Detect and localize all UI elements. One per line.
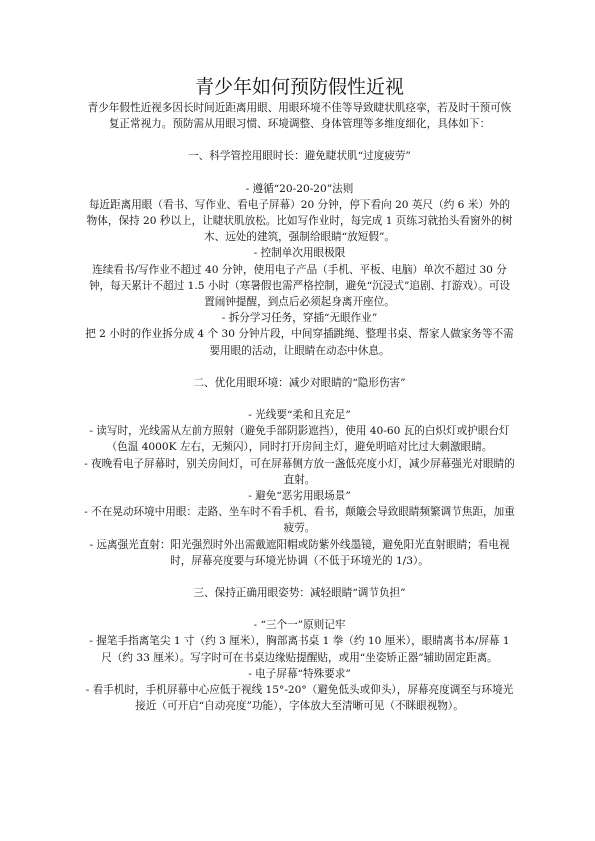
subheading-lighting: - 光线要“柔和且充足”	[248, 409, 351, 422]
bullet-moving-env: - 不在晃动环境中用眼：走路、坐车时不看手机、看书，颠簸会导致眼睛频繁调节焦距，加重疲劳。	[84, 506, 515, 535]
bullet-reading-light: - 读写时，光线需从左前方照射（避免手部阴影遮挡），使用 40-60 瓦的白炽灯或护眼台灯（色温 4000K 左右，无频闪），同时打开房间主灯，避免明暗对比过大刺激眼睛。	[89, 425, 510, 454]
bullet-strong-light: - 远离强光直射：阳光强烈时外出需戴遮阳帽或防紫外线墨镜，避免阳光直射眼睛；看电视时，屏幕亮度要与环境光协调（不低于环境光的 1/3）。	[89, 538, 510, 567]
document-page	[84, 74, 515, 715]
paragraph-split-tasks: 把 2 小时的作业拆分成 4 个 30 分钟片段，中间穿插跳绳、整理书桌、帮家人做家务等不需要用眼的活动，让眼睛在动态中休息。	[85, 328, 514, 357]
document-title: 青少年如何预防假性近视	[194, 76, 404, 98]
bullet-screen: - 看手机时，手机屏幕中心应低于视线 15°-20°（避免低头或仰头），屏幕亮度调至与环境光接近（可开启“自动亮度”功能），字体放大至清晰可见（不眯眼视物）。	[85, 684, 514, 713]
subheading-bad-scenes: - 避免“恶劣用眼场景”	[248, 490, 351, 503]
paragraph-20-20-20: 每近距离用眼（看书、写作业、看电子屏幕）20 分钟，停下看向 20 英尺（约 6 米）外的物体，保持 20 秒以上，让睫状肌放松。比如写作业时，每完成 1 页练习就抬头看窗外的树木、远处的建筑，强制给眼睛“放短假”。	[86, 198, 513, 244]
paragraph-time-limit: 连续看书/写作业不超过 40 分钟，使用电子产品（手机、平板、电脑）单次不超过 30 分钟，每天累计不超过 1.5 小时（寒暑假也需严格控制，避免“沉浸式”追剧、打游戏）。可设置闹钟提醒，到点后必须起身离开座位。	[88, 263, 511, 309]
subheading-20-20-20: - 遵循“20-20-20”法则	[245, 182, 354, 195]
bullet-three-ones: - 握笔手指离笔尖 1 寸（约 3 厘米），胸部离书桌 1 拳（约 10 厘米），眼睛离书本/屏幕 1 尺（约 33 厘米）。写字时可在书桌边缘贴提醒贴，或用“坐姿矫正器”辅助固定距离。	[89, 635, 510, 664]
intro-paragraph: 青少年假性近视多因长时间近距离用眼、用眼环境不佳等导致睫状肌痉挛，若及时干预可恢复正常视力。预防需从用眼习惯、环境调整、身体管理等多维度细化，具体如下：	[87, 102, 512, 131]
section-heading: 二、优化用眼环境：减少对眼睛的“隐形伤害”	[193, 376, 406, 389]
subheading-three-ones: - “三个一”原则记牢	[253, 619, 346, 632]
section-heading: 一、科学管控用眼时长：避免睫状肌“过度疲劳”	[188, 150, 411, 163]
section-heading: 三、保持正确用眼姿势：减轻眼睛“调节负担”	[193, 587, 406, 600]
subheading-split-tasks: - 拆分学习任务，穿插“无眼作业”	[221, 312, 378, 325]
section-2	[84, 375, 515, 569]
subheading-time-limit: - 控制单次用眼极限	[253, 247, 346, 260]
section-1	[84, 148, 515, 358]
section-3	[84, 585, 515, 714]
subheading-screen: - 电子屏幕“特殊要求”	[248, 667, 351, 680]
bullet-night-screen: - 夜晚看电子屏幕时，别关房间灯，可在屏幕侧方放一盏低亮度小灯，减少屏幕强光对眼睛的直射。	[84, 457, 515, 486]
